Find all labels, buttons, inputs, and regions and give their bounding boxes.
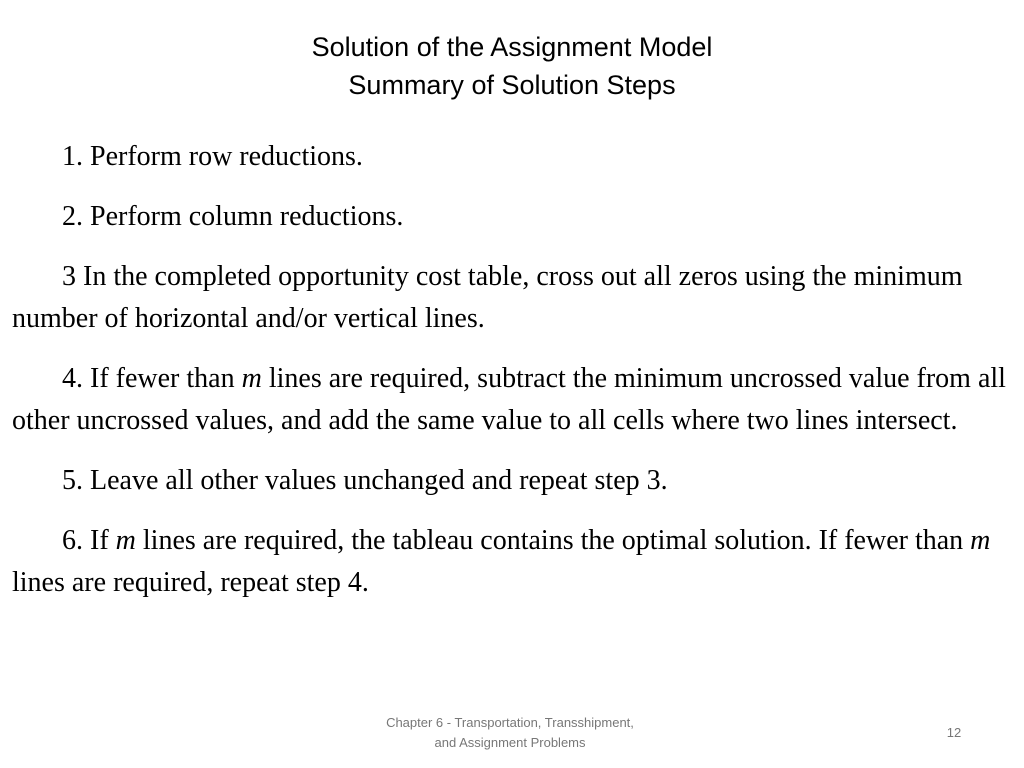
- step-6-text-a: 6. If: [62, 525, 116, 556]
- title-line-1: Solution of the Assignment Model: [311, 32, 713, 62]
- step-5-text: 5. Leave all other values unchanged and repeat step 3.: [62, 465, 668, 496]
- footer-line-1: Chapter 6 - Transportation, Transshipment,: [386, 715, 634, 730]
- step-6-text-b: lines are required, the tableau contains the optimal solution. If fewer than: [135, 525, 971, 556]
- step-4-text-a: 4. If fewer than: [62, 363, 242, 394]
- step-2-text: 2. Perform column reductions.: [62, 201, 404, 232]
- step-6-variable-m-1: m: [115, 525, 136, 556]
- step-4: [12, 358, 1014, 442]
- steps-list: [12, 136, 1014, 622]
- slide-footer: [320, 713, 700, 753]
- slide-title: [0, 28, 1024, 104]
- step-6: [12, 520, 1014, 604]
- step-6-text-c: lines are required, repeat step 4.: [12, 567, 369, 598]
- step-5: [12, 460, 1014, 502]
- step-4-variable-m: m: [241, 363, 262, 394]
- step-4-text-b: lines are required, subtract the minimum uncrossed value from all other uncrossed values, and add the same value to all cells where two lines intersect.: [12, 363, 1006, 436]
- step-2: [12, 196, 1014, 238]
- step-3-text: 3 In the completed opportunity cost table, cross out all zeros using the minimum number of horizontal and/or vertical lines.: [12, 261, 963, 334]
- step-6-variable-m-2: m: [970, 525, 991, 556]
- footer-line-2: and Assignment Problems: [434, 735, 586, 750]
- step-1-text: 1. Perform row reductions.: [62, 141, 363, 172]
- page-number: 12: [946, 725, 962, 740]
- title-line-2: Summary of Solution Steps: [348, 70, 676, 100]
- step-1: [12, 136, 1014, 178]
- step-3: [12, 256, 1014, 340]
